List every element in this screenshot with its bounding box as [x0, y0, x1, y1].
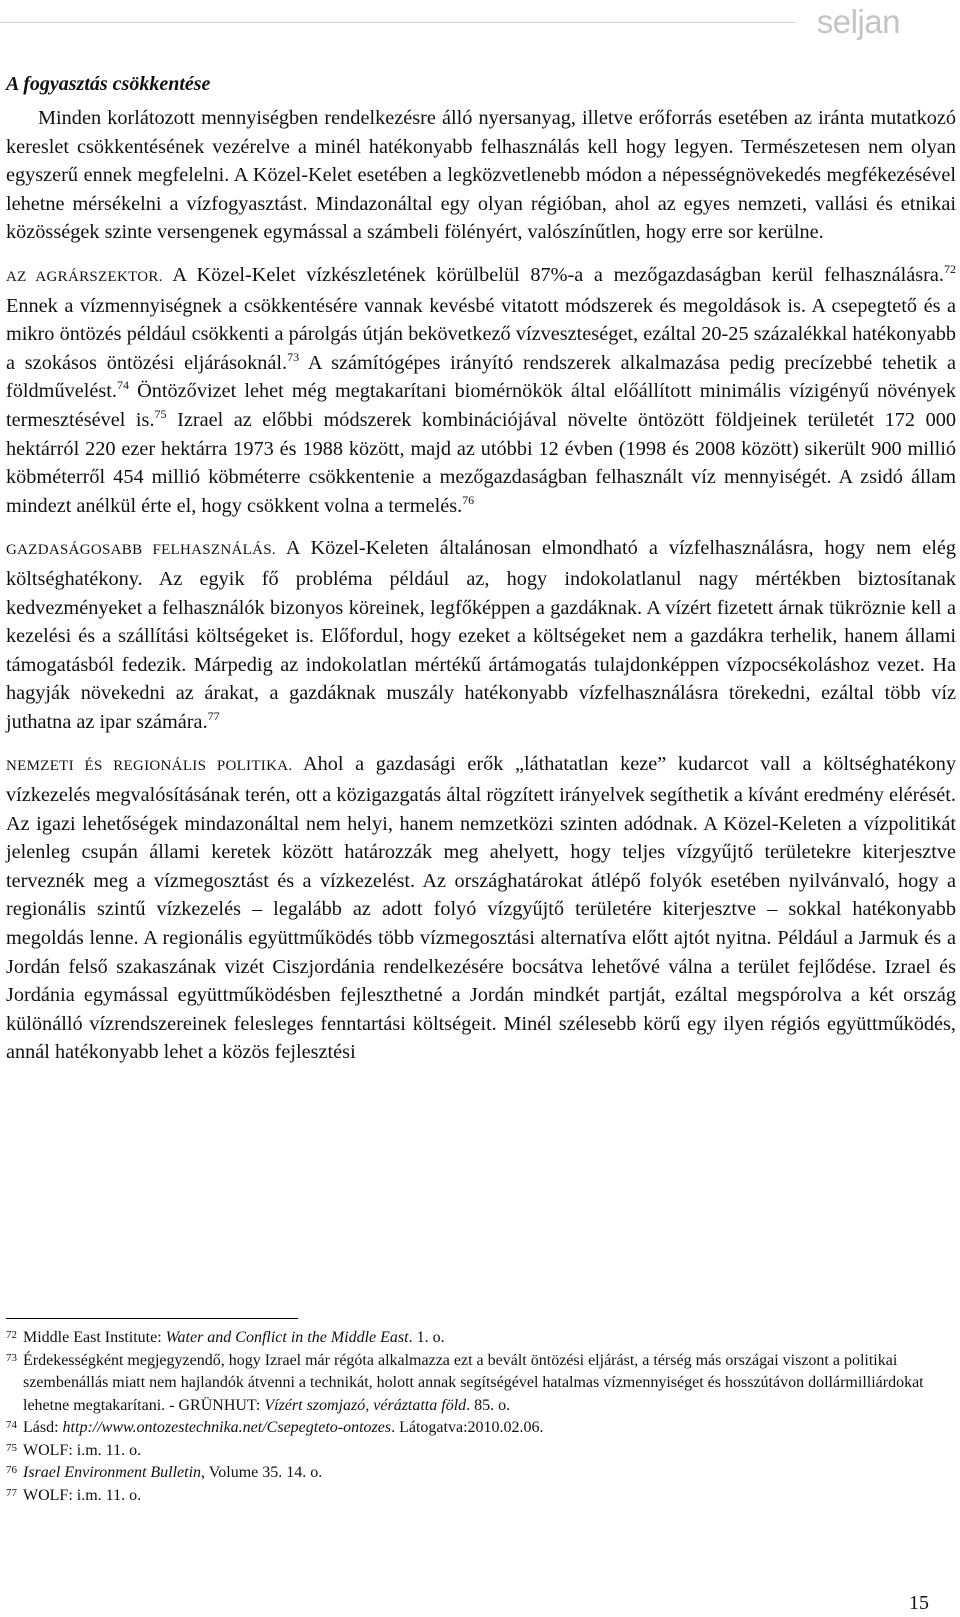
footnotes — [6, 1327, 926, 1507]
footnote-number: 77 — [6, 1486, 17, 1499]
footnote-title: Vízért szomjazó, véráztatta föld — [264, 1396, 467, 1414]
footnote-number: 74 — [6, 1419, 17, 1431]
footnote-76 — [6, 1462, 926, 1485]
footnote-74 — [6, 1417, 926, 1440]
section-title: A fogyasztás csökkentése — [6, 73, 211, 95]
agrar-paragraph — [6, 261, 956, 520]
footnote-text: . 85. o. — [466, 1396, 511, 1414]
nemzeti-heading: NEMZETI ÉS REGIONÁLIS POLITIKA. — [6, 758, 293, 775]
gazdasagosabb-heading: GAZDASÁGOSABB FELHASZNÁLÁS. — [6, 542, 276, 559]
agrar-text-5: Izrael az előbbi módszerek kombinációjával növelte öntözött földjeinek területét 172 000 hektárról 220 ezer hektárra 1973 és 1988 között, majd az utóbbi 12 évben (1998 és 2008 között) sikerült 900 millió köbméterről 454 millió köbméterre csökkentenie a mezőgazdaságban felhasznált víz mennyiségét. A zsidó állam mindezt anélkül érte el, hogy csökkent volna a termelés. — [6, 408, 956, 517]
footnote-text: , Volume 35. 14. o. — [201, 1464, 323, 1481]
footnote-text: WOLF: i.m. 11. o. — [23, 1486, 142, 1504]
footnote-ref-77[interactable]: 77 — [207, 708, 220, 723]
footnote-number: 73 — [6, 1351, 17, 1364]
nemzeti-paragraph — [6, 750, 956, 1067]
gazdasagosabb-text: A Közel-Keleten általánosan elmondható a vízfelhasználásra, hogy nem elég költséghatékony. Az egyik fő probléma például az, hogy indokolatlanul nagy mértékben biztosítanak kedvezményeket a felhasználók bizonyos köreinek, legfőképpen a gazdáknak. A vízért fizetett árnak tükröznie kell a kezelési és a szállítási költségeket is. Előfordul, hogy ezeket a költségeket nem a gazdákra terhelik, hanem állami támogatásból fedezik. Márpedig az indokolatlan mértékű ártámogatás tulajdonképpen vízpocsékoláshoz vezet. Ha hagyják növekedni az árakat, a gazdáknak muszály hatékonyabb vízfelhasználásra törekedni, ezáltal több víz juthatna az ipar számára. — [6, 537, 956, 733]
footnote-text: Middle East Institute: — [23, 1329, 166, 1346]
footnote-separator — [6, 1318, 298, 1319]
footnote-ref-74[interactable]: 74 — [116, 378, 129, 393]
footnote-text: Lásd: — [23, 1419, 63, 1436]
footnote-text: . Látogatva:2010.02.06. — [391, 1419, 544, 1436]
footnote-ref-76[interactable]: 76 — [462, 492, 475, 507]
agrar-text-3: A számítógépes irányító rendszerek alkalmazása pedig precízebbé tehetik a földművelést. — [6, 351, 957, 403]
footnote-text: WOLF: i.m. 11. o. — [23, 1441, 142, 1459]
footnote-text: Érdekességként megjegyzendő, hogy Izrael már régóta alkalmazza ezt a bevált öntözési eljárást, a térség más országai viszont a politikai szembenállás miatt nem hajlandók átvenni a technikát, holott annak segítségével hatalmas vízmennyiséget és hosszútávon dollármilliárdokat lehetne megtakarítani. - GRÜNHUT: — [23, 1351, 924, 1414]
footnote-number: 76 — [6, 1464, 17, 1476]
footnote-text: . 1. o. — [408, 1329, 445, 1346]
footnote-number: 72 — [6, 1329, 17, 1341]
footnote-73 — [6, 1350, 926, 1418]
agrar-text-4: Öntözővizet lehet még megtakarítani biomérnökök által előállított minimális vízigényű növények termesztésével is. — [6, 380, 956, 431]
footnote-77 — [6, 1485, 926, 1508]
agrar-heading: AZ AGRÁRSZEKTOR. — [6, 268, 163, 285]
footnote-ref-75[interactable]: 75 — [154, 406, 167, 421]
publisher-logo: seljan — [816, 3, 900, 40]
intro-paragraph: Minden korlátozott mennyiségben rendelkezésre álló nyersanyag, illetve erőforrás esetében az iránta mutatkozó kereslet csökkentésének vezérelve a minél hatékonyabb felhasználás kell hogy legyen. Természetesen nem olyan egyszerű ennek megfelelni. A Közel-Kelet esetében a legközvetlenebb módon a népességnövekedés megfékezésével lehetne mérsékelni a vízfogyasztást. Mindazonáltal egy olyan régióban, ahol az egyes nemzeti, vallási és etnikai közösségek szinte versengenek egymással a számbeli fölényért, valószínűtlen, hogy erre sor kerülne. — [6, 107, 956, 244]
main-text — [6, 70, 956, 1067]
footnote-link[interactable]: http://www.ontozestechnika.net/Csepegteto-ontozes — [62, 1419, 392, 1436]
agrar-text-1: A Közel-Kelet vízkészletének körülbelül 87%-a a mezőgazdaságban kerül felhasználásra. — [172, 263, 944, 286]
header-rule — [0, 22, 796, 23]
footnote-ref-73[interactable]: 73 — [287, 349, 300, 364]
agrar-text-2: Ennek a vízmennyiségnek a csökkentésére vannak kevésbé vitatott módszerek és megoldások is. A csepegtető és a mikro öntözés például csökkenti a párolgás útján bekövetkező vízveszteséget, ezáltal 20-25 százalékkal hatékonyabb a szokásos öntözési eljárásoknál. — [6, 294, 956, 374]
page-number: 15 — [909, 1592, 929, 1614]
footnote-title: Israel Environment Bulletin — [23, 1464, 202, 1481]
footnote-72 — [6, 1327, 926, 1350]
nemzeti-text: Ahol a gazdasági erők „láthatatlan keze” kudarcot vall a költséghatékony vízkezelés megvalósításának terén, ott a közigazgatás által rögzített irányelvek segíthetik a kívánt eredmény elérését. Az igazi lehetőségek mindazonáltal nem helyi, hanem nemzetközi szinten adódnak. A Közel-Keleten a vízpolitikát jelenleg csupán állami keretek között határozzák meg ahelyett, hogy teljes vízgyűjtő területekre kiterjesztve terveznék meg a vízmegosztást és a vízkezelést. Az országhatárokat átlépő folyók esetében nyilvánvaló, hogy a regionális szintű vízkezelés – legalább az adott folyó vízgyűjtő területére kiterjesztve – sokkal hatékonyabb megoldás lenne. A regionális együttműködés több vízmegosztási alternatíva előtt ajtót nyitna. Például a Jarmuk és a Jordán felső szakaszának vizét Ciszjordánia rendelkezésére bocsátva lehetővé válna a terület fejlődése. Izrael és Jordánia egymással együttműködésben fejleszthetné a Jordán mindkét partját, ezáltal megspórolva a két ország különálló vízrendszereinek felesleges fenntartási költségeit. Minél szélesebb körű egy ilyen régiós együttműködés, annál hatékonyabb lehet a közös fejlesztési — [6, 753, 956, 1064]
footnote-title: Water and Conflict in the Middle East — [165, 1329, 409, 1346]
gazdasagosabb-paragraph — [6, 534, 956, 736]
footnote-number: 75 — [6, 1441, 17, 1454]
footnote-ref-72[interactable]: 72 — [944, 261, 956, 276]
footnote-75 — [6, 1440, 926, 1463]
